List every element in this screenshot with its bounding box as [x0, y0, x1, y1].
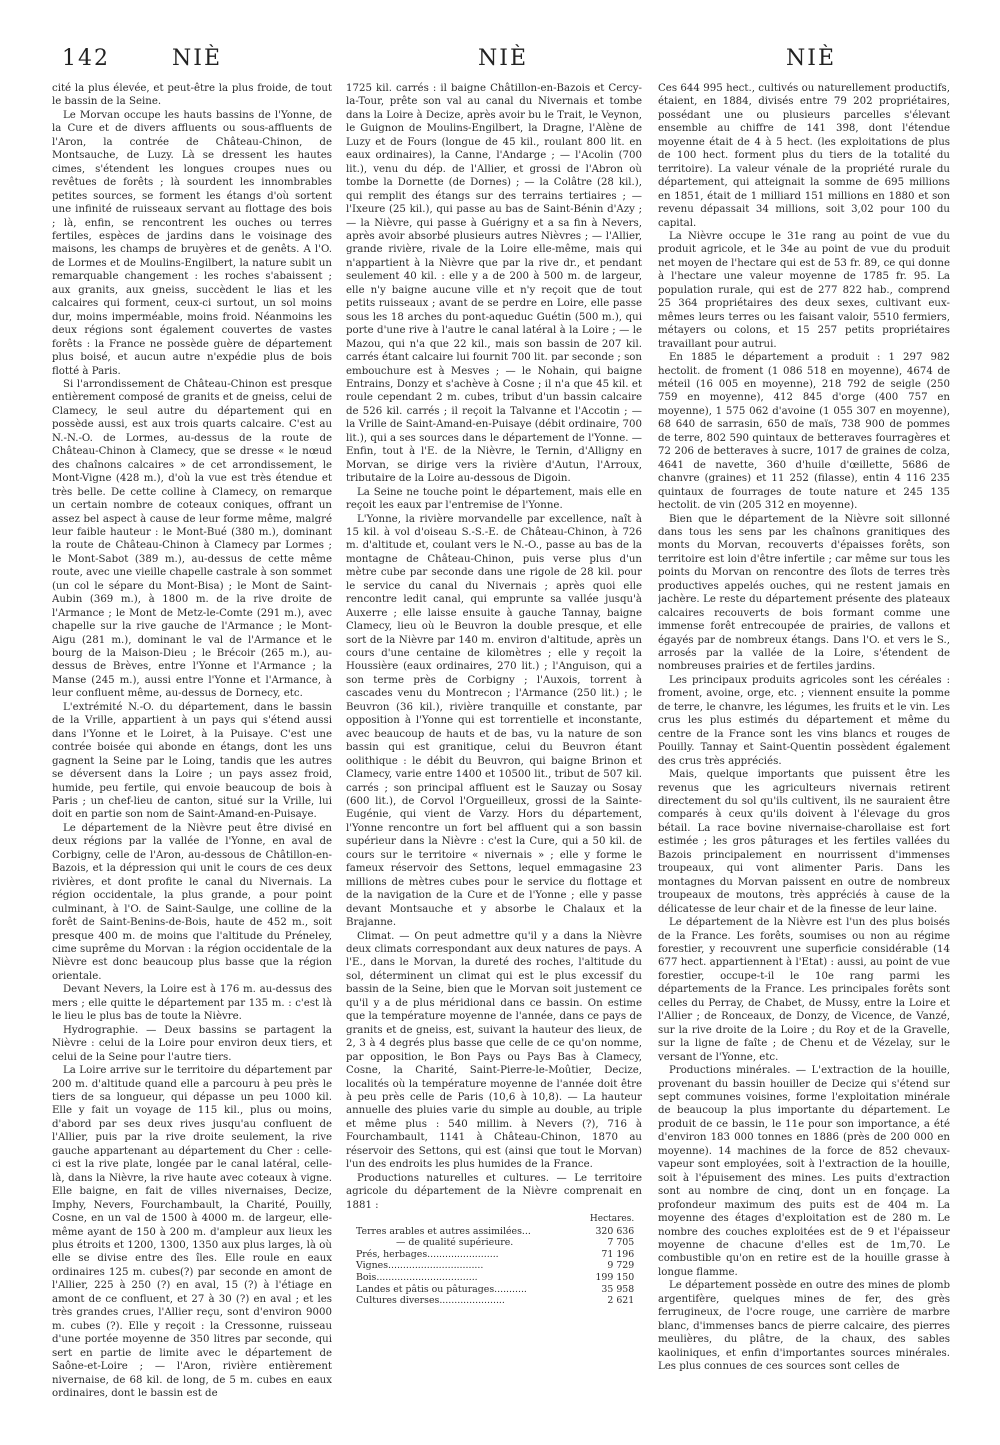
table-row	[356, 1237, 634, 1249]
paragraph: En 1885 le département a produit : 1 297 982 hectolit. de froment (1 086 518 en moyenne), 4674 de méteil (16 005 en moyenne), 218 792 de seigle (250 759 en moyenne), 412 845 d'orge (400 757 en moyenne), 1 575 062 d'avoine (1 055 307 en moyenne), 68 640 de sarrasin, 650 de maïs, 738 900 de pommes de terre, 802 590 quintaux de betteraves fourragères et 72 206 de betteraves à sucre, 1017 de graines de colza, 4641 de navette, 360 d'huile d'œillette, 5686 de chanvre (graines) et 11 252 (filasse), entin 4 116 235 quintaux de fourrages de toute nature et 245 135 hectolit. de vin (205 312 en moyenne).	[658, 352, 950, 512]
paragraph: Hydrographie. — Deux bassins se partagent la Nièvre : celui de la Loire pour environ deux tiers, et celui de la Seine pour l'autre tiers.	[52, 1024, 332, 1063]
page-header	[0, 46, 1000, 82]
paragraph: cité la plus élevée, et peut-être la plus froide, de tout le bassin de la Seine.	[52, 83, 332, 108]
paragraph: Les principaux produits agricoles sont les céréales : froment, avoine, orge, etc. ; viennent ensuite la pomme de terre, le chanvre, les légumes, les fruits et le vin. Les crus les plus estimés du département et même du centre de la France sont les vins blancs et rouges de Pouilly. Tannay et Saint-Quentin possèdent également des crus très appréciés.	[658, 674, 950, 767]
table-cell-value: 35 958	[601, 1283, 635, 1295]
running-head-left: NIÈ	[172, 46, 222, 71]
running-head-right: NIÈ	[786, 46, 836, 71]
paragraph: Climat. — On peut admettre qu'il y a dans la Nièvre deux climats correspondant aux deux natures de pays. A l'E., dans le Morvan, la dureté des roches, l'altitude du sol, déterminent un climat qui est le plus excessif du bassin de la Seine, bien que le Morvan soit justement ce qu'il y a de plus méridional dans ce bassin. On estime que la température moyenne de l'année, dans ce pays de granits et de gneiss, est, suivant la hauteur des lieux, de 2, 3 à 4 degrés plus basse que celle de ce qu'on nomme, par opposition, le Bon Pays ou Pays Bas à Clamecy, Cosne, la Charité, Saint-Pierre-le-Moûtier, Decize, localités où la température moyenne de l'année doit être à peu près celle de Paris (10,6 à 10,8). — La hauteur annuelle des pluies varie du simple au double, au triple et même plus : 540 millim. à Nevers (?), 716 à Fourchambault, 1141 à Château-Chinon, 1870 au réservoir des Settons, qui est (ainsi que tout le Morvan) l'un des endroits les plus humides de la France.	[346, 930, 642, 1171]
column-center	[346, 82, 642, 1422]
paragraph: L'extrémité N.-O. du département, dans le bassin de la Vrille, appartient à un pays qui s'étend aussi dans l'Yonne et le Loiret, à la Puisaye. C'est une contrée boisée qui abonde en étangs, dont les uns gagnent la Seine par le Loing, tandis que les autres se déversent dans la Loire ; un pays assez froid, humide, peu fertile, qui envoie beaucoup de bois à Paris ; un chef-lieu de canton, situé sur la Vrille, lui doit en partie son nom de Saint-Amand-en-Puisaye.	[52, 701, 332, 821]
table-cell-value: 9 729	[607, 1260, 635, 1272]
table-cell-label: — de qualité supérieure.	[396, 1237, 514, 1249]
table-row	[356, 1295, 634, 1307]
table-cell-value: 71 196	[601, 1248, 635, 1260]
table-row	[356, 1284, 634, 1296]
table-cell-value: 7 705	[607, 1237, 635, 1249]
column-left	[52, 82, 332, 1422]
table-cell-value: 320 636	[595, 1225, 635, 1237]
paragraph: 1725 kil. carrés : il baigne Châtillon-en-Bazois et Cercy-la-Tour, prête son val au canal du Nivernais et tombe dans la Loire à Decize, après avoir bu le Trait, le Veynon, le Guignon de Moulins-Engilbert, la Dragne, l'Alène de Luzy et de Fours (longue de 45 kil., roulant 800 lit. en eaux ordinaires), la Canne, l'Andarge ; — l'Acolin (700 lit.), venu du dép. de l'Allier, et grossi de l'Abron où tombe la Dornette (de Dornes) ; — la Colâtre (28 kil.), qui remplit des étangs sur des terrains tertiaires ; — l'Ixeure (25 kil.), qui passe au bas de Saint-Bénin d'Azy ; — la Nièvre, qui passe à Guérigny et a sa fin à Nevers, après avoir absorbé plusieurs autres Nièvres ; — l'Allier, grande rivière, rivale de la Loire elle-même, mais qui n'appartient à la Nièvre que par la rive dr., et pendant seulement 40 kil. : elle y a de 200 à 500 m. de largeur, elle n'y baigne aucune ville et n'y reçoit que de tout petits ruisseaux ; avant de se perdre en Loire, elle passe sous les 18 arches du pont-aqueduc Guétin (500 m.), qui porte d'une rive à l'autre le canal latéral à la Loire ; — le Mazou, qui n'a que 22 kil., mais son bassin de 207 kil. carrés étant calcaire lui fournit 700 lit. par seconde ; son embouchure est à Mesves ; — le Nohain, qui baigne Entrains, Donzy et s'achève à Cosne ; il n'a que 45 kil. et roule cependant 2 m. cubes, tribut d'un bassin calcaire de 526 kil. carrés ; il reçoit la Talvanne et l'Accotin ; — la Vrille de Saint-Amand-en-Puisaye (débit ordinaire, 700 lit.), qui a ses sources dans le département de l'Yonne. — Enfin, tout à l'E. de la Nièvre, le Ternin, d'Alligny en Morvan, se dirige vers la rivière d'Autun, l'Arroux, tributaire de la Loire au-dessous de Digoin.	[346, 83, 642, 485]
paragraph: Productions minérales. — L'extraction de la houille, provenant du bassin houiller de Decize qui s'étend sur sept communes voisines, forme l'exploitation minérale de beaucoup la plus importante du département. Le produit de ce bassin, le 11e pour son importance, a été d'environ 183 000 tonnes en 1886 (près de 200 000 en moyenne). 14 machines de la force de 852 chevaux-vapeur sont employées, soit à l'extraction de la houille, soit à l'épuisement des mines. Les puits d'extraction sont au nombre de cinq, dont un en fonçage. La profondeur maximum des puits est de 404 m. La moyenne des étages d'exploitation est de 280 m. Le nombre des couches exploitées est de 9 et l'épaisseur moyenne de chacune d'elles est de 1m,70. Le combustible qu'on en retire est de la houille grasse à longue flamme.	[658, 1065, 950, 1278]
table-unit-header: Hectares.	[589, 1214, 635, 1225]
table-cell-value: 2 621	[607, 1295, 635, 1307]
paragraph: Mais, quelque importants que puissent être les revenus que les agriculteurs nivernais retirent directement du sol qu'ils cultivent, ils ne sauraient être comparés à ceux qu'ils doivent à l'élevage du gros bétail. La race bovine nivernaise-charollaise est fort estimée ; les gros pâturages et les fertiles vallées du Bazois principalement en nourrissent d'immenses troupeaux, qui vont alimenter Paris. Dans les montagnes du Morvan paissent en outre de nombreux troupeaux de moutons, très appréciés à cause de la délicatesse de leur chair et de la finesse de leur laine.	[658, 769, 950, 915]
agricultural-land-table	[356, 1214, 634, 1307]
table-cell-label: Cultures diverses......................	[356, 1295, 505, 1307]
table-row	[356, 1249, 634, 1261]
paragraph: Bien que le département de la Nièvre soit sillonné dans tous les sens par les chaînons granitiques des monts du Morvan, recouverts d'épaisses forêts, son territoire est loin d'être infertile ; car même sur tous les points du Morvan on rencontre des îlots de terres très productives appelés ouches, qui ne restent jamais en jachère. Le reste du département présente des plateaux calcaires recouverts de bois formant comme une immense forêt entrecoupée de prairies, de vallons et égayés par de nombreux étangs. Dans l'O. et vers le S., arrosés par la vallée de la Loire, s'étendent de nombreuses prairies et de fertiles jardins.	[658, 513, 950, 673]
column-right	[658, 82, 950, 1422]
paragraph: Si l'arrondissement de Château-Chinon est presque entièrement composé de granits et de gneiss, celui de Clamecy, le seul autre du département qui en possède aussi, est aux trois quarts calcaire. C'est au N.-N.-O. de Lormes, au-dessus de la route de Château-Chinon à Clamecy, que se dresse « le nœud des chaînons calcaires » de cet arrondissement, le Mont-Vigne (428 m.), d'où la vue est très étendue et très belle. De cette colline à Clamecy, on remarque un certain nombre de coteaux coniques, offrant un assez bel aspect à cause de leur forme même, malgré leur faible hauteur : le Mont-Bué (380 m.), dominant la route de Château-Chinon à Clamecy par Lormes ; le Mont-Sabot (389 m.), au-dessus de cette même route, avec une vieille chapelle castrale à son sommet (un col le sépare du Mont-Bisa) ; le Mont de Saint-Aubin (369 m.), à 1800 m. de la rive droite de l'Armance ; le Mont de Metz-le-Comte (291 m.), avec chapelle sur la rive gauche de l'Armance ; le Mont-Aigu (281 m.), dominant le val de l'Armance et le bourg de la Maison-Dieu ; le Brécoir (265 m.), au-dessus de Brèves, entre l'Yonne et l'Armance ; la Manse (245 m.), aussi entre l'Yonne et l'Armance, à leur confluent même, au-dessus de Dornecy, etc.	[52, 378, 332, 700]
table-cell-label: Bois..................................	[356, 1272, 478, 1284]
table-cell-value: 199 150	[595, 1272, 635, 1284]
paragraph: La Loire arrive sur le territoire du département par 200 m. d'altitude quand elle a parcouru à peu près le tiers de sa longueur, qui dépasse un peu 1000 kil. Elle y fait un voyage de 115 kil., plus ou moins, d'abord par ses deux rives jusqu'au confluent de l'Allier, puis par la rive droite seulement, la rive gauche appartenant au département du Cher : celle-ci est la rive plate, longée par le canal latéral, celle-là, dans la Nièvre, la rive haute avec coteaux à vigne. Elle baigne, en fait de villes nivernaises, Decize, Imphy, Nevers, Fourchambault, la Charité, Pouilly, Cosne, en un val de 1500 à 4000 m. de largeur, elle-même ayant de 150 à 200 m. d'ampleur aux lieux les plus étroits et 1200, 1300, 1350 aux plus larges, là où elle se divise entre des îles. Elle roule en eaux ordinaires 125 m. cubes(?) par seconde en amont de l'Allier, 225 à 250 (?) en aval, 15 (?) à l'étiage en amont de ce confluent, et 27 à 30 (?) en aval ; et les très grandes crues, l'Allier reçu, sont d'environ 9000 m. cubes (?). Elle y reçoit : la Cressonne, ruisseau d'une portée moyenne de 350 litres par seconde, qui sert en partie de limite avec le département de Saône-et-Loire ; — l'Aron, rivière entièrement nivernaise, de 68 kil. de long, de 5 m. cubes en eaux ordinaires, dont le bassin est de	[52, 1065, 332, 1399]
table-cell-label: Landes et pâtis ou pâturages...........	[356, 1283, 527, 1295]
table-row	[356, 1226, 634, 1238]
paragraph: Le département de la Nièvre peut être divisé en deux régions par la vallée de l'Yonne, en aval de Corbigny, celle de l'Aron, au-dessous de Châtillon-en-Bazois, et la dépression qui unit le cours de ces deux rivières, et dont profite le canal du Nivernais. La région occidentale, la plus grande, a pour point culminant, à l'O. de Saint-Saulge, une colline de la forêt de Saint-Benins-de-Bois, haute de 452 m., soit presque 400 m. de moins que l'altitude du Préneley, cime suprême du Morvan : la région occidentale de la Nièvre est donc beaucoup plus basse que la région orientale.	[52, 822, 332, 982]
table-row	[356, 1260, 634, 1272]
page-number: 142	[62, 46, 110, 71]
paragraph: La Seine ne touche point le département, mais elle en reçoit les eaux par l'entremise de l'Yonne.	[346, 486, 642, 512]
table-row	[356, 1272, 634, 1284]
paragraph: Le département de la Nièvre est l'un des plus boisés de la France. Les forêts, soumises ou non au régime forestier, y recouvrent une superficie considérable (14 677 hect. appartiennent à l'Etat) : aussi, au point de vue forestier, occupe-t-il le 10e rang parmi les départements de la France. Les principales forêts sont celles du Perray, de Chabet, de Mussy, entre la Loire et l'Allier ; de Ronceaux, de Donzy, de Vicence, de Vanzé, sur la rive droite de la Loire ; du Roy et de la Gravelle, sur la ligne de faîte ; de Chenu et de Vézelay, sur le versant de l'Yonne, etc.	[658, 917, 950, 1063]
paragraph: Productions naturelles et cultures. — Le territoire agricole du département de la Nièvre comprenait en 1881 :	[346, 1172, 642, 1211]
paragraph: Devant Nevers, la Loire est à 176 m. au-dessus des mers ; elle quitte le département par 135 m. : c'est là le lieu le plus bas de toute la Nièvre.	[52, 984, 332, 1023]
table-cell-label: Terres arables et autres assimilées...	[356, 1225, 531, 1237]
paragraph: Le Morvan occupe les hauts bassins de l'Yonne, de la Cure et de divers affluents ou sous-affluents de l'Aron, la contrée de Château-Chinon, de Montsauche, de Luzy. Là se dressent les hautes cimes, s'étendent les longues croupes nues ou revêtues de forêts ; là sourdent les innombrables petites sources, se forment les étangs d'où sortent une infinité de ruisseaux servant au flottage des bois ; là, enfin, se rencontrent les ouches ou terres fertiles, espèces de jardins dans le voisinage des maisons, les champs de bruyères et de genêts. A l'O. de Lormes et de Moulins-Engilbert, la nature subit un remarquable changement : les roches s'abaissent ; aux granits, aux gneiss, succèdent le lias et les calcaires qui forment, ceux-ci surtout, un sol moins dur, moins imperméable, moins froid. Néanmoins les deux régions sont également couvertes de vastes forêts : la France ne possède guère de département plus boisé, et aucun autre n'expédie plus de bois flotté à Paris.	[52, 109, 332, 377]
table-cell-label: Prés, herbages........................	[356, 1248, 499, 1260]
paragraph: Ces 644 995 hect., cultivés ou naturellement productifs, étaient, en 1884, divisés entre 79 202 propriétaires, possédant une ou plusieurs parcelles s'élevant ensemble au chiffre de 141 398, dont l'étendue moyenne était de 4 à 5 hect. (les exploitations de plus de 100 hect. forment plus du tiers de la totalité du territoire). La valeur vénale de la propriété rurale du département, qui atteignait la somme de 695 millions en 1851, était de 1 milliard 151 millions en 1880 et son revenu dépassait 34 millions, soit 3,02 pour 100 du capital.	[658, 83, 950, 229]
paragraph: L'Yonne, la rivière morvandelle par excellence, naît à 15 kil. à vol d'oiseau S.-S.-E. de Château-Chinon, à 726 m. d'altitude et, coulant vers le N.-O., passe au bas de la montagne de Château-Chinon, puis verse plus d'un mètre cube par seconde dans une rigole de 28 kil. pour le service du canal du Nivernais ; après quoi elle rencontre ledit canal, qui emprunte sa vallée jusqu'à Auxerre ; elle laisse ensuite à gauche Tannay, baigne Clamecy, lieu où le Beuvron la double presque, et elle sort de la Nièvre par 140 m. environ d'altitude, après un cours d'une centaine de kilomètres ; elle y reçoit la Houssière (eaux ordinaires, 270 lit.) ; l'Anguison, qui a son terme près de Corbigny ; l'Auxois, torrent à cascades venu du Montrecon ; l'Armance (250 lit.) ; le Beuvron (36 kil.), rivière tranquille et constante, par opposition à l'Yonne qui est torrentielle et inconstante, avec beaucoup de hauts et de bas, vu la nature de son bassin qui est granitique, celui du Beuvron étant oolithique : le débit du Beuvron, qui baigne Brinon et Clamecy, varie entre 1400 et 10500 lit., tribut de 507 kil. carrés ; son principal affluent est le Sauzay ou Sosay (600 lit.), de Corvol l'Orgueilleux, grossi de la Sainte-Eugénie, qui vient de Varzy. Hors du département, l'Yonne rencontre un fort bel affluent qui a son bassin supérieur dans la Nièvre : c'est la Cure, qui a 50 kil. de cours sur le territoire « nivernais » ; elle y forme le fameux réservoir des Settons, lequel emmagasine 23 millions de mètres cubes pour le service du flottage et de la navigation de la Cure et de l'Yonne ; elle y passe devant Montsauche et y absorbe le Chalaux et la Brajanne.	[346, 513, 642, 929]
paragraph: Le département possède en outre des mines de plomb argentifère, quelques mines de fer, des grès ferrugineux, de l'ocre rouge, une carrière de marbre blanc, d'immenses bancs de pierre calcaire, des pierres meulières, du plâtre, de la chaux, des sables kaoliniques, et enfin d'importantes sources minérales. Les plus connues de ces sources sont celles de	[658, 1280, 950, 1373]
table-cell-label: Vignes................................	[356, 1260, 484, 1272]
running-head-center: NIÈ	[478, 46, 528, 71]
paragraph: La Nièvre occupe le 31e rang au point de vue du produit agricole, et le 34e au point de vue du produit net moyen de l'hectare qui est de 53 fr. 89, ce qui donne à l'hectare une valeur moyenne de 1785 fr. 95. La population rurale, qui est de 277 822 hab., comprend 25 364 propriétaires des deux sexes, cultivant eux-mêmes leurs terres ou les faisant valoir, 5510 fermiers, métayers ou colons, et 15 257 petits propriétaires travaillant pour autrui.	[658, 230, 950, 350]
